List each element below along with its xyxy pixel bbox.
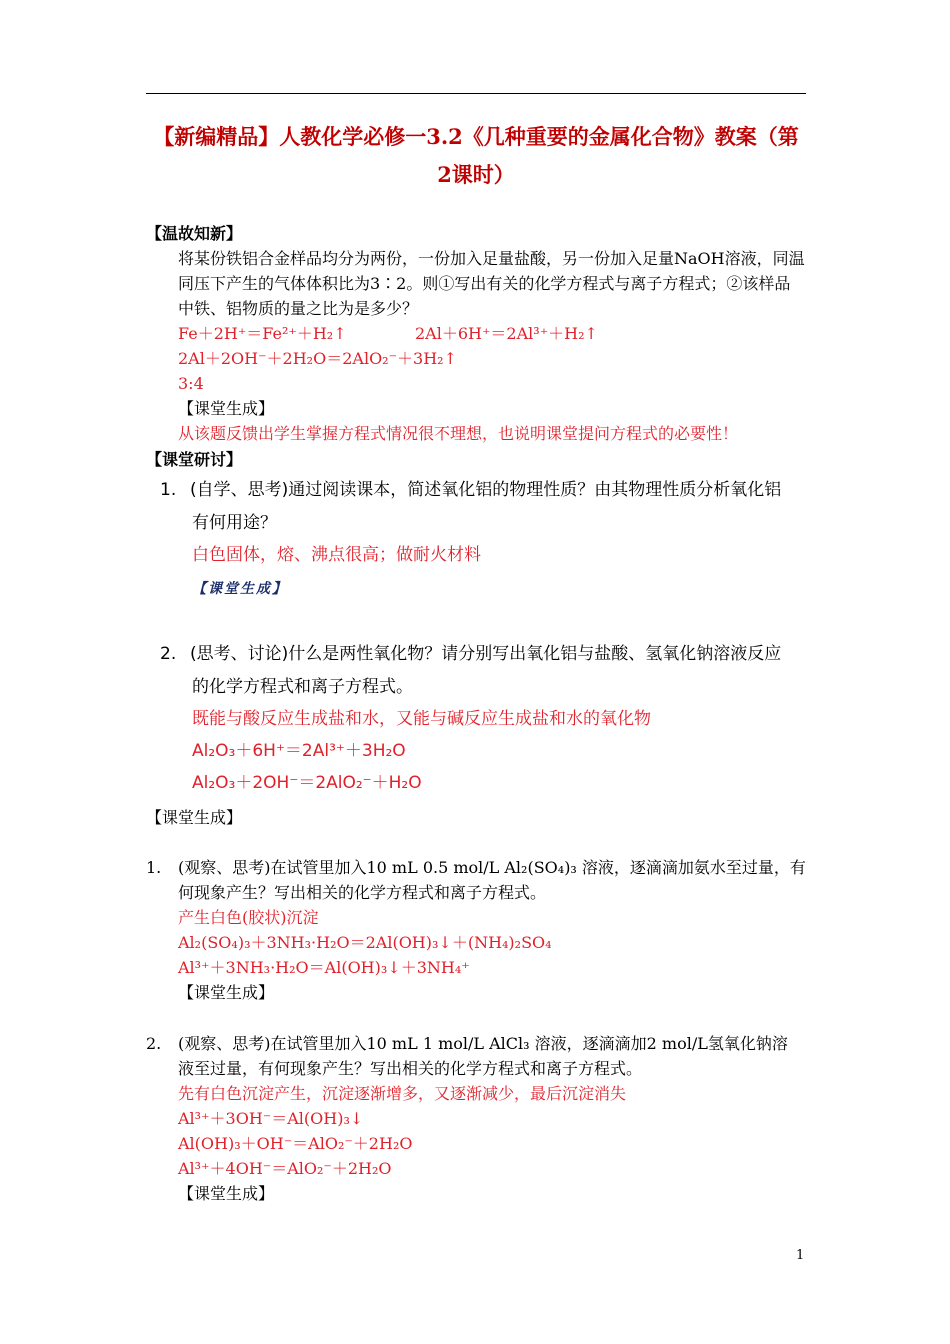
exp1-equation-1: Al₂(SO₄)₃＋3NH₃·H₂O＝2Al(OH)₃↓＋(NH₄)₂SO₄ (178, 933, 552, 952)
review-equation-al-acid: 2Al＋6H⁺＝2Al³⁺＋H₂↑ (415, 324, 598, 343)
exp1-answer: 产生白色(胶状)沉淀 (178, 908, 319, 927)
exp1-class-generation: 【课堂生成】 (178, 983, 275, 1002)
exp2-answer: 先有白色沉淀产生，沉淀逐渐增多，又逐渐减少，最后沉淀消失 (178, 1084, 627, 1103)
study-q1-line-1: (自学、思考)通过阅读课本，简述氧化铝的物理性质？由其物理性质分析氧化铝 (190, 480, 782, 500)
review-class-generation-label: 【课堂生成】 (178, 399, 275, 418)
page-number: 1 (796, 1248, 805, 1263)
study-q2-line-1: (思考、讨论)什么是两性氧化物？请分别写出氧化铝与盐酸、氢氧化钠溶液反应 (190, 644, 782, 664)
review-heading: 【温故知新】 (146, 224, 243, 243)
study-q2-equation-1: Al₂O₃＋6H⁺＝2Al³⁺＋3H₂O (192, 741, 406, 761)
exp2-class-generation: 【课堂生成】 (178, 1184, 275, 1203)
exp2-number: 2. (146, 1034, 162, 1053)
exp1-number: 1. (146, 858, 162, 877)
exp2-line-2: 液至过量，有何现象产生？写出相关的化学方程式和离子方程式。 (178, 1059, 643, 1078)
study-q1-number: 1. (160, 480, 177, 500)
study-q2-number: 2. (160, 644, 177, 664)
exp2-equation-1: Al³⁺＋3OH⁻＝Al(OH)₃↓ (178, 1109, 364, 1128)
review-equation-fe: Fe＋2H⁺＝Fe²⁺＋H₂↑ (178, 324, 347, 343)
study-class-generation-label: 【课堂生成】 (146, 808, 243, 827)
exp2-equation-2: Al(OH)₃＋OH⁻＝AlO₂⁻＋2H₂O (178, 1134, 413, 1153)
exp1-equation-2: Al³⁺＋3NH₃·H₂O＝Al(OH)₃↓＋3NH₄⁺ (178, 958, 470, 977)
study-q1-line-2: 有何用途？ (192, 513, 277, 533)
review-ratio: 3:4 (178, 374, 204, 393)
study-q2-line-2: 的化学方程式和离子方程式。 (192, 677, 413, 697)
review-question-line-3: 中铁、铝物质的量之比为是多少？ (178, 299, 419, 318)
review-question-line-1: 将某份铁铝合金样品均分为两份，一份加入足量盐酸，另一份加入足量NaOH溶液，同温 (178, 249, 805, 268)
document-title: 【新编精品】人教化学必修一3.2《几种重要的金属化合物》教案（第2课时） (153, 124, 799, 187)
study-q1-answer: 白色固体，熔、沸点很高；做耐火材料 (192, 545, 481, 565)
exp1-line-1: (观察、思考)在试管里加入10 mL 0.5 mol/L Al₂(SO₄)₃ 溶液，逐滴滴加氨水至过量，有 (178, 858, 806, 877)
header-rule (146, 93, 806, 94)
review-equation-al-base: 2Al＋2OH⁻＋2H₂O＝2AlO₂⁻＋3H₂↑ (178, 349, 457, 368)
review-question-line-2: 同压下产生的气体体积比为3∶2。则①写出有关的化学方程式与离子方程式；②该样品 (178, 274, 791, 293)
study-q2-equation-2: Al₂O₃＋2OH⁻＝2AlO₂⁻＋H₂O (192, 773, 422, 793)
study-q1-class-generation: 【课堂生成】 (192, 581, 288, 597)
exp1-line-2: 何现象产生？写出相关的化学方程式和离子方程式。 (178, 883, 547, 902)
study-heading: 【课堂研讨】 (146, 450, 243, 469)
study-q2-answer: 既能与酸反应生成盐和水，又能与碱反应生成盐和水的氧化物 (192, 709, 651, 729)
review-feedback: 从该题反馈出学生掌握方程式情况很不理想，也说明课堂提问方程式的必要性！ (178, 424, 739, 443)
exp2-line-1: (观察、思考)在试管里加入10 mL 1 mol/L AlCl₃ 溶液，逐滴滴加2 mol/L氢氧化钠溶 (178, 1034, 788, 1053)
exp2-equation-3: Al³⁺＋4OH⁻＝AlO₂⁻＋2H₂O (178, 1159, 392, 1178)
